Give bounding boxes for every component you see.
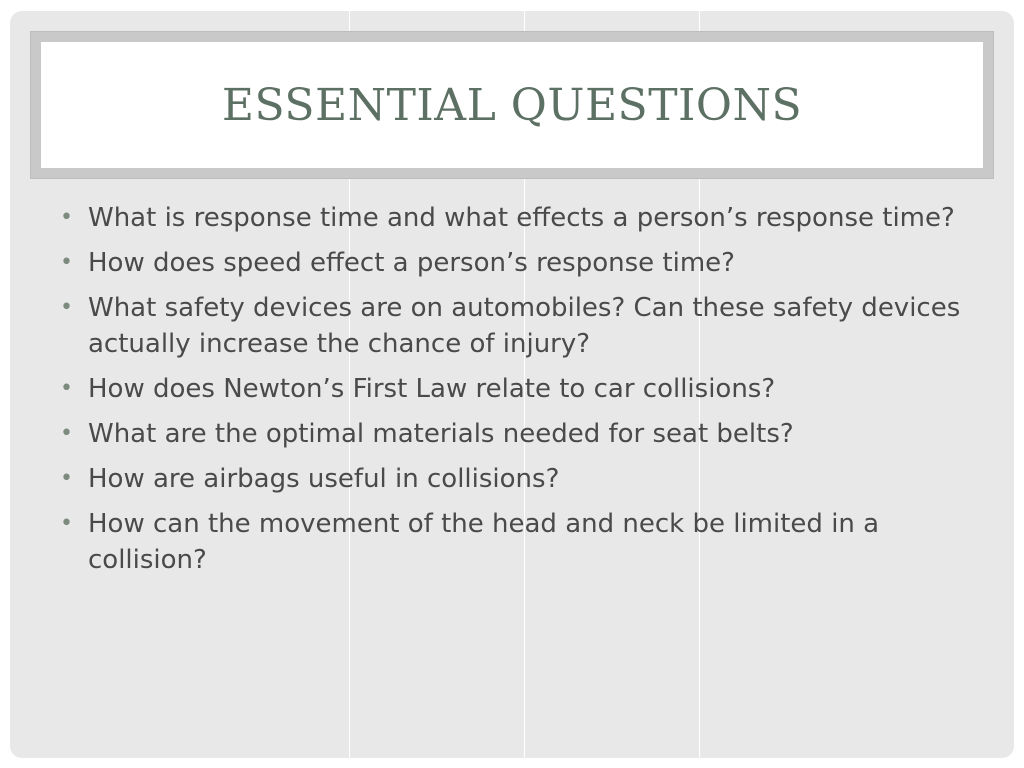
bullet-item xyxy=(56,371,976,407)
slide xyxy=(10,11,1014,758)
bullet-dot-icon: • xyxy=(60,295,73,320)
bullet-dot-icon: • xyxy=(60,205,73,230)
bullet-item xyxy=(56,290,976,362)
bullet-text: What are the optimal materials needed for seat belts? xyxy=(88,419,794,449)
title-box xyxy=(41,42,983,168)
bullet-text: How does Newton’s First Law relate to car collisions? xyxy=(88,374,776,404)
bullet-list xyxy=(56,200,976,587)
bullet-item xyxy=(56,245,976,281)
bullet-text: What is response time and what effects a person’s response time? xyxy=(88,203,955,233)
bullet-item xyxy=(56,506,976,578)
bullet-item xyxy=(56,461,976,497)
bullet-text: How are airbags useful in collisions? xyxy=(88,464,560,494)
bullet-item xyxy=(56,416,976,452)
slide-title: ESSENTIAL QUESTIONS xyxy=(221,79,803,131)
bullet-item xyxy=(56,200,976,236)
bullet-text: What safety devices are on automobiles? Can these safety devices actually increase the chance of injury? xyxy=(88,293,961,359)
bullet-dot-icon: • xyxy=(60,250,73,275)
bullet-text: How does speed effect a person’s response time? xyxy=(88,248,735,278)
bullet-dot-icon: • xyxy=(60,511,73,536)
bullet-dot-icon: • xyxy=(60,376,73,401)
bullet-dot-icon: • xyxy=(60,466,73,491)
bullet-text: How can the movement of the head and neck be limited in a collision? xyxy=(88,509,880,575)
bullet-dot-icon: • xyxy=(60,421,73,446)
title-frame xyxy=(30,31,994,179)
